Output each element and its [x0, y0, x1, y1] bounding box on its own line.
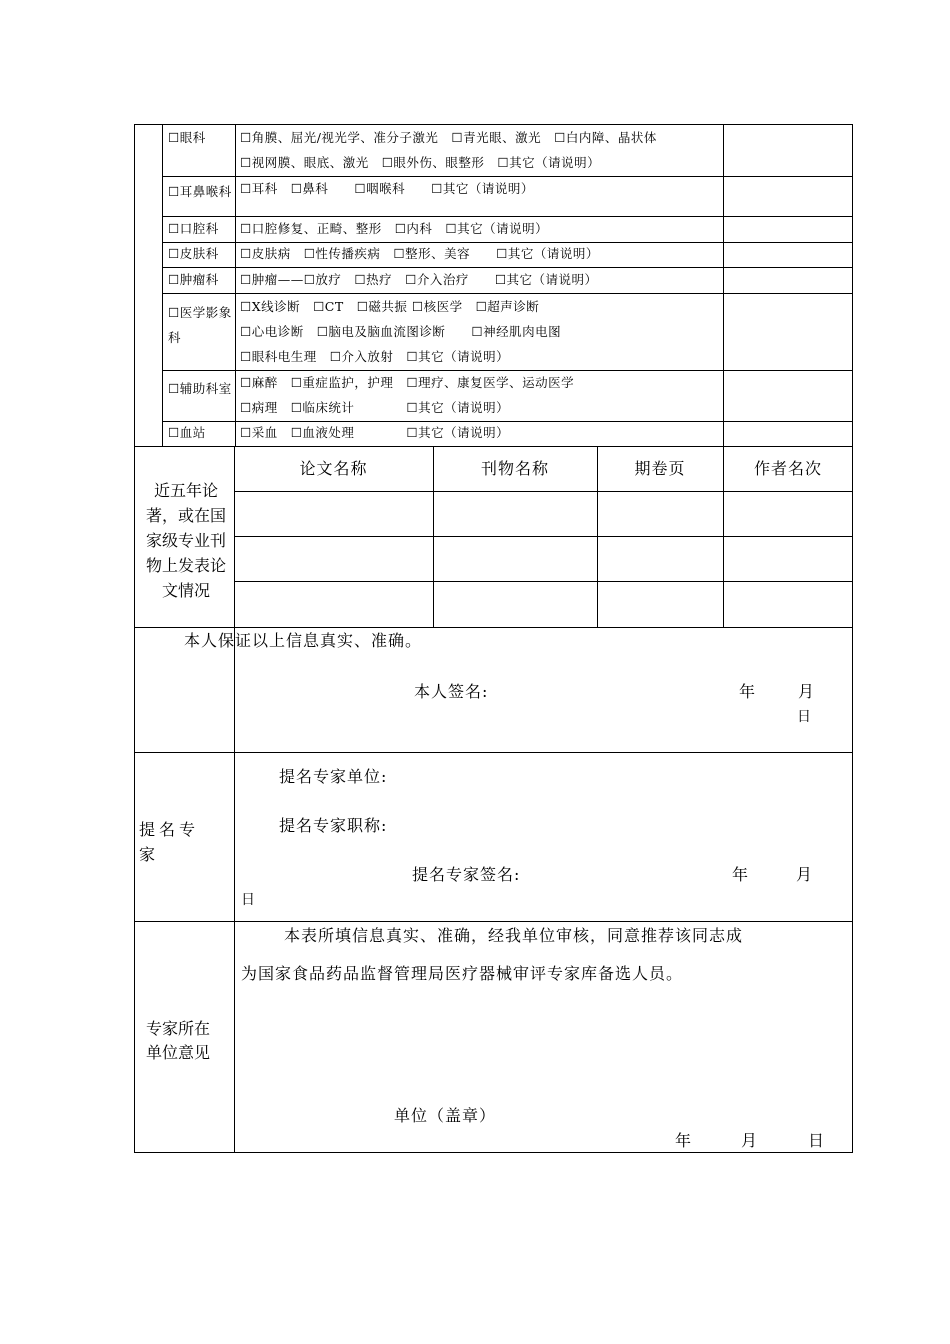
declaration-day: 日 [797, 709, 812, 725]
specialty-options: ☐眼科电生理 ☐介入放射 ☐其它（请说明） [240, 349, 510, 364]
divider [162, 216, 853, 217]
border-bottom [134, 1152, 853, 1153]
nominator-day: 日 [241, 892, 256, 908]
nominator-year: 年 [732, 865, 750, 884]
specialty-options: ☐X线诊断 ☐CT ☐磁共振 ☐核医学 ☐超声诊断 [240, 299, 540, 314]
papers-row[interactable] [235, 492, 852, 536]
specialty-name-ent: ☐耳鼻喉科 [168, 184, 232, 199]
papers-row[interactable] [235, 537, 852, 581]
nominator-unit-label: 提名专家单位: [279, 767, 388, 786]
specialty-name-oncology: ☐肿瘤科 [168, 272, 219, 287]
border-left [134, 124, 135, 1153]
divider [134, 752, 853, 753]
specialty-options: ☐耳科 ☐鼻科 ☐咽喉科 ☐其它（请说明） [240, 181, 534, 196]
unit-opinion-label: 专家所在单位意见 [146, 1019, 211, 1062]
declaration-text: 本人保证以上信息真实、准确。 [184, 631, 423, 650]
unit-opinion-month: 月 [741, 1131, 759, 1150]
declaration-year: 年 [739, 682, 757, 701]
specialty-options: ☐肿瘤——☐放疗 ☐热疗 ☐介入治疗 ☐其它（请说明） [240, 272, 598, 287]
specialty-options: ☐采血 ☐血液处理 ☐其它（请说明） [240, 425, 510, 440]
divider [162, 370, 853, 371]
unit-opinion-day: 日 [808, 1131, 826, 1150]
divider [162, 293, 853, 294]
specialty-name-stomatology: ☐口腔科 [168, 221, 219, 236]
specialty-name-dermatology: ☐皮肤科 [168, 246, 219, 261]
declaration-month: 月 [798, 682, 816, 701]
specialty-options: ☐麻醉 ☐重症监护，护理 ☐理疗、康复医学、运动医学 [240, 375, 575, 390]
divider [235, 124, 236, 446]
specialty-options: ☐病理 ☐临床统计 ☐其它（请说明） [240, 400, 510, 415]
specialty-name-medical-imaging: ☐医学影象科 [168, 305, 232, 345]
divider [134, 446, 853, 447]
specialty-name-blood-station: ☐血站 [168, 425, 206, 440]
papers-header-volume: 期卷页 [634, 459, 686, 478]
unit-opinion-line2: 为国家食品药品监督管理局医疗器械审评专家库备选人员。 [241, 964, 684, 983]
specialty-options: ☐口腔修复、正畸、整形 ☐内科 ☐其它（请说明） [240, 221, 549, 236]
divider [162, 124, 163, 446]
papers-row[interactable] [235, 582, 852, 626]
divider [162, 267, 853, 268]
specialty-name-ophthalmology: ☐眼科 [168, 130, 206, 145]
divider [162, 242, 853, 243]
papers-header-journal: 刊物名称 [480, 459, 549, 478]
papers-label: 近五年论著，或在国家级专业刊物上发表论文情况 [145, 481, 226, 600]
unit-stamp-label: 单位（盖章） [394, 1106, 497, 1125]
specialty-name-auxiliary: ☐辅助科室 [168, 381, 232, 396]
nominator-title-label: 提名专家职称: [279, 816, 388, 835]
specialty-options: ☐皮肤病 ☐性传播疾病 ☐整形、美容 ☐其它（请说明） [240, 246, 599, 261]
specialty-options: ☐心电诊断 ☐脑电及脑血流图诊断 ☐神经肌肉电图 [240, 324, 562, 339]
nominator-month: 月 [796, 865, 814, 884]
expert-application-form [134, 124, 853, 1153]
nominator-label: 提名专家 [139, 820, 200, 864]
nominator-signature-label: 提名专家签名: [412, 865, 521, 884]
border-right [852, 124, 853, 1153]
divider [162, 421, 853, 422]
declaration-signature-label: 本人签名: [414, 682, 489, 701]
specialty-options: ☐视网膜、眼底、激光 ☐眼外伤、眼整形 ☐其它（请说明） [240, 155, 601, 170]
specialty-options: ☐角膜、屈光/视光学、准分子激光 ☐青光眼、激光 ☐白内障、晶状体 [240, 130, 657, 145]
papers-header-author-rank: 作者名次 [753, 459, 822, 478]
unit-opinion-line1: 本表所填信息真实、准确，经我单位审核，同意推荐该同志成 [284, 926, 744, 945]
border-top [134, 124, 853, 125]
divider [723, 124, 724, 446]
papers-header-title: 论文名称 [299, 459, 368, 478]
divider [134, 921, 853, 922]
unit-opinion-year: 年 [675, 1131, 693, 1150]
divider [134, 627, 853, 628]
divider [162, 176, 853, 177]
